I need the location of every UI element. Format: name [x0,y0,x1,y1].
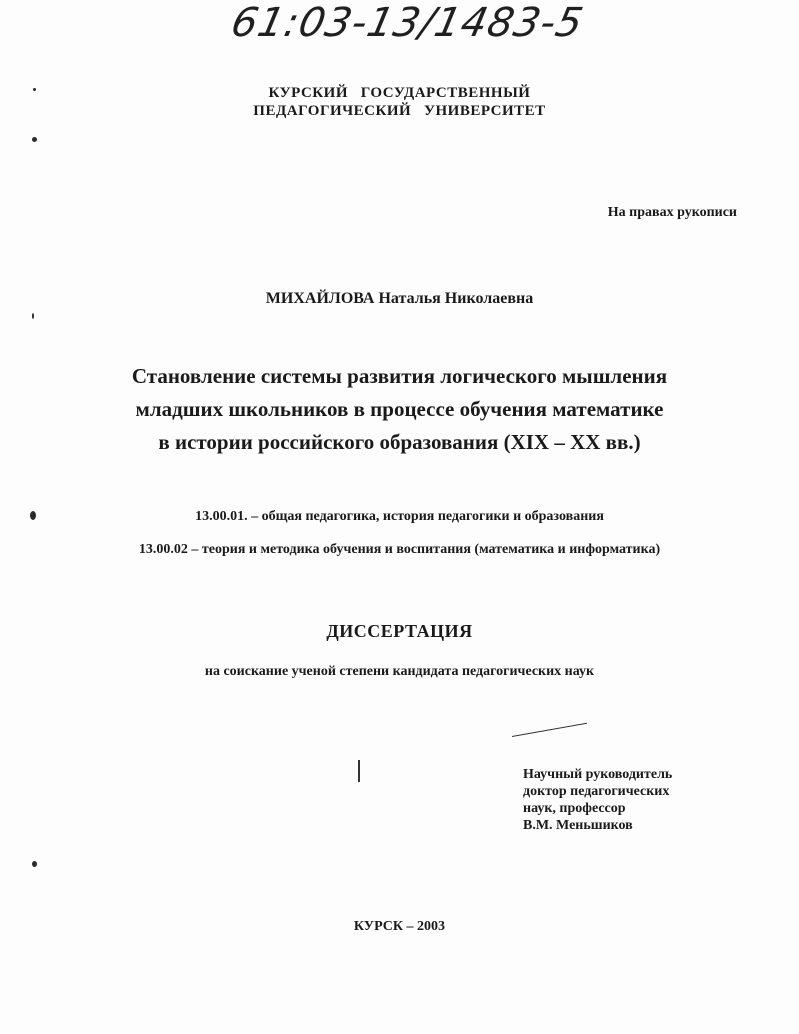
city-year: КУРСК – 2003 [353,919,446,934]
document-type: ДИССЕРТАЦИЯ [326,621,473,641]
signature-stroke [512,723,587,737]
rights-note: На правах рукописи [607,205,737,220]
author-name [0,290,799,308]
university-name [0,84,799,120]
pen-tick-mark [358,760,360,782]
specialty-1: 13.00.01. – общая педагогика, история педагогики и образования [195,509,604,524]
university-line-2: ПЕДАГОГИЧЕСКИЙ УНИВЕРСИТЕТ [253,103,546,119]
supervisor-line-2: доктор педагогических [523,784,670,799]
supervisor-line-1: Научный руководитель [523,767,673,782]
degree-line: на соискание ученой степени кандидата педагогических наук [204,664,595,679]
scan-dot-1 [32,137,37,142]
title-line-3: в истории российского образования (XIX – XX вв.) [158,430,641,454]
scan-dot-4 [33,88,36,91]
author-given-names: Наталья Николаевна [378,290,534,307]
scan-dot-3 [32,861,37,867]
scan-dot-5 [32,313,34,319]
specialty-2: 13.00.02 – теория и методика обучения и воспитания (математика и информатика) [138,542,661,557]
title-line-1: Становление системы развития логического мышления [131,364,668,388]
supervisor-line-4: В.М. Меньшиков [523,818,633,833]
author-surname: МИХАЙЛОВА [265,290,375,307]
title-line-2: младших школьников в процессе обучения математике [135,397,664,421]
scan-dot-2 [30,511,36,520]
university-line-1: КУРСКИЙ ГОСУДАРСТВЕННЫЙ [268,85,531,101]
supervisor-block [523,766,672,834]
supervisor-line-3: наук, профессор [523,801,626,816]
dissertation-title [0,360,799,459]
handwritten-archive-number: 61:03-13/1483-5 [227,0,588,46]
